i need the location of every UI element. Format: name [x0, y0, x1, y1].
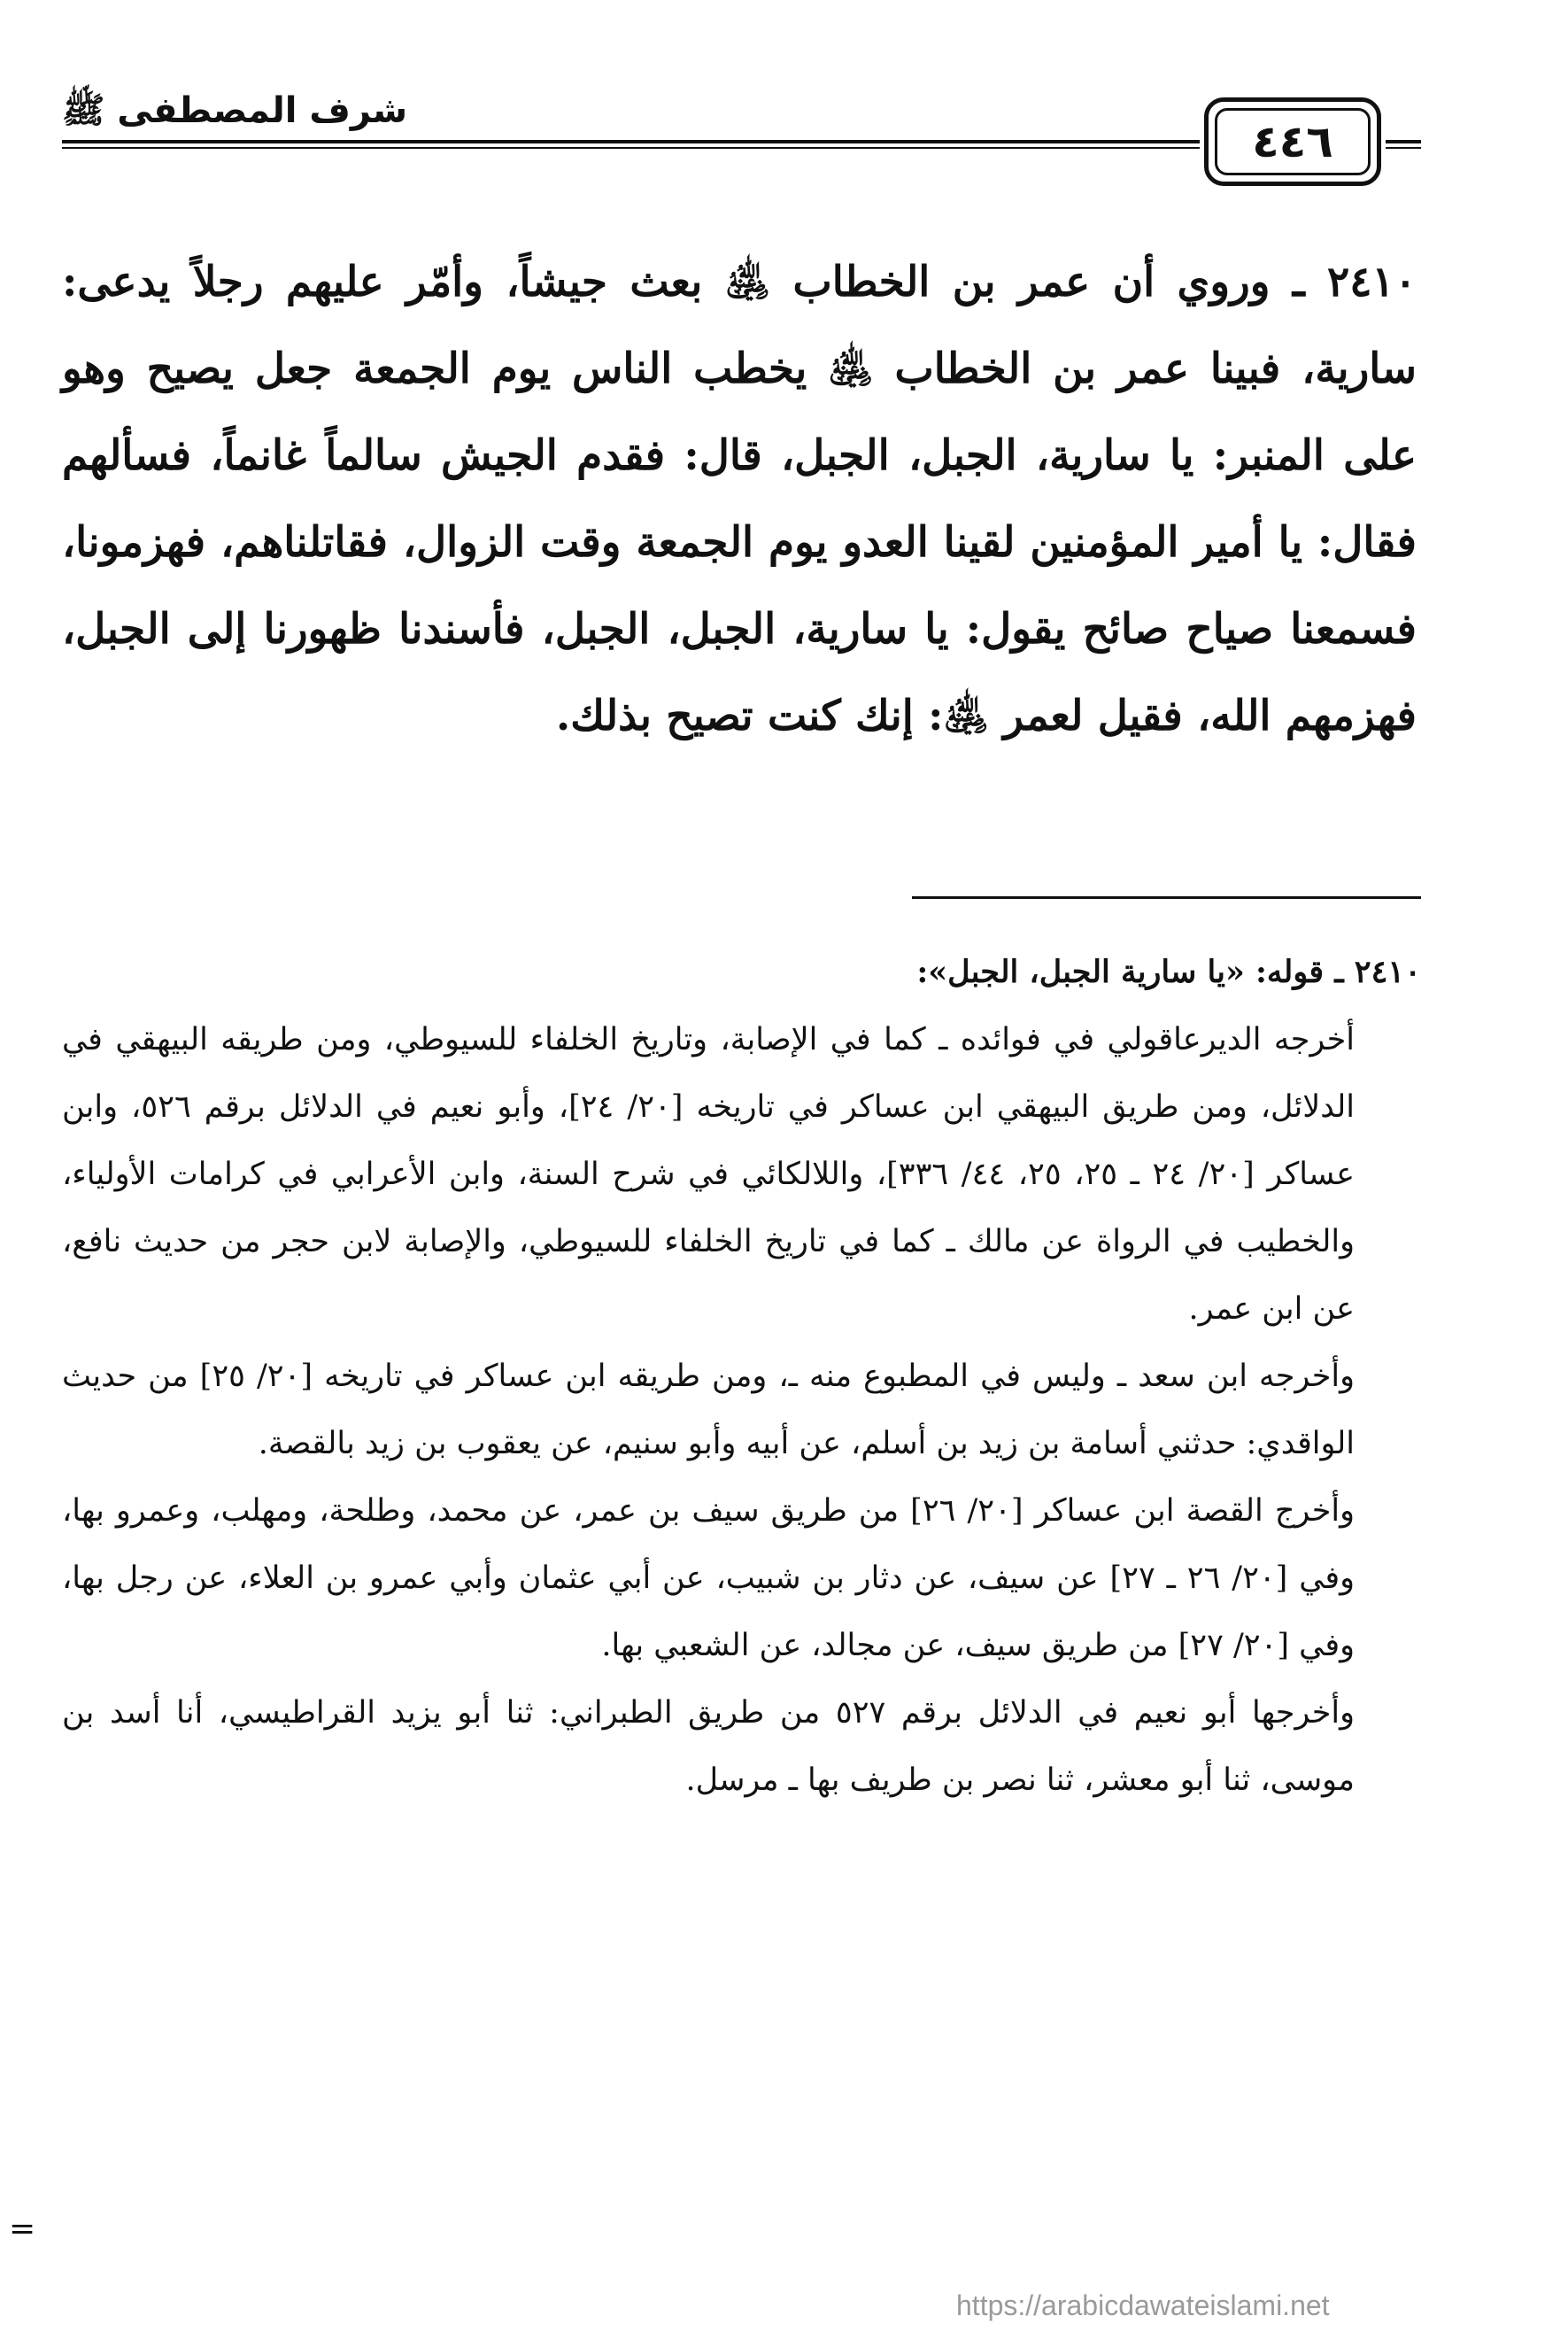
- header-rule-thin: [62, 147, 1200, 149]
- header-rule-right-thin: [1386, 147, 1421, 149]
- footnotes-block: [62, 939, 1421, 1814]
- footnote-paragraph: وأخرجها أبو نعيم في الدلائل برقم ٥٢٧ من طريق الطبراني: ثنا أبو يزيد القراطيسي، أنا أسد بن موسى، ثنا أبو معشر، ثنا نصر بن طريف بها ـ مرسل.: [62, 1695, 1355, 1798]
- running-header-title: شرف المصطفى ﷺ: [62, 90, 408, 131]
- page-number-frame: [1204, 97, 1381, 186]
- main-text-block: [62, 239, 1417, 760]
- main-paragraph: ـ وروي أن عمر بن الخطاب ﵁ بعث جيشاً، وأمّر عليهم رجلاً يدعى: سارية، فبينا عمر بن الخطاب ﵁ يخطب الناس يوم الجمعة جعل يصيح وهو على المنبر: يا سارية، الجبل، الجبل، قال: فقدم الجيش سالماً غانماً، فسألهم فقال: يا أمير المؤمنين لقينا العدو يوم الجمعة وقت الزوال، فقاتلناهم، فهزمونا، فسمعنا صياح صائح يقول: يا سارية، الجبل، الجبل، فأسندنا ظهورنا إلى الجبل، فهزمهم الله، فقيل لعمر ﵁: إنك كنت تصيح بذلك.: [62, 258, 1417, 740]
- entry-number: ٢٤١٠: [1327, 258, 1417, 306]
- watermark-url: https://arabicdawateislami.net: [956, 2289, 1330, 2321]
- footnote-paragraph: أخرجه الديرعاقولي في فوائده ـ كما في الإصابة، وتاريخ الخلفاء للسيوطي، ومن طريقه البيهقي في الدلائل، ومن طريق البيهقي ابن عساكر في تاريخه [٢٠/ ٢٤]، وأبو نعيم في الدلائل برقم ٥٢٦، وابن عساكر [٢٠/ ٢٤ ـ ٢٥، ٢٥، ٤٤/ ٣٣٦]، واللالكائي في شرح السنة، وابن الأعرابي في كرامات الأولياء، والخطيب في الرواة عن مالك ـ كما في تاريخ الخلفاء للسيوطي، والإصابة لابن حجر من حديث نافع، عن ابن عمر.: [62, 1022, 1356, 1327]
- footnote-paragraph: وأخرج القصة ابن عساكر [٢٠/ ٢٦] من طريق سيف بن عمر، عن محمد، وطلحة، ومهلب، وعمرو بها، وفي [٢٠/ ٢٦ ـ ٢٧] عن سيف، عن دثار بن شبيب، عن أبي عثمان وأبي عمرو بن العلاء، عن رجل بها، وفي [٢٠/ ٢٧] من طريق سيف، عن مجالد، عن الشعبي بها.: [62, 1493, 1356, 1663]
- footnote-heading: ٢٤١٠ ـ قوله: «يا سارية الجبل، الجبل»:: [916, 954, 1421, 990]
- footnote-separator: [912, 896, 1421, 899]
- footnote-paragraph: وأخرجه ابن سعد ـ وليس في المطبوع منه ـ، ومن طريقه ابن عساكر في تاريخه [٢٠/ ٢٥] من حديث الواقدي: حدثني أسامة بن زيد بن أسلم، عن أبيه وأبو سنيم، عن يعقوب بن زيد بالقصة.: [62, 1359, 1355, 1461]
- page-number: ٤٤٦: [1215, 108, 1371, 175]
- header-rule: [62, 140, 1200, 143]
- header-rule-right: [1386, 140, 1421, 143]
- continuation-mark: =: [9, 2211, 36, 2247]
